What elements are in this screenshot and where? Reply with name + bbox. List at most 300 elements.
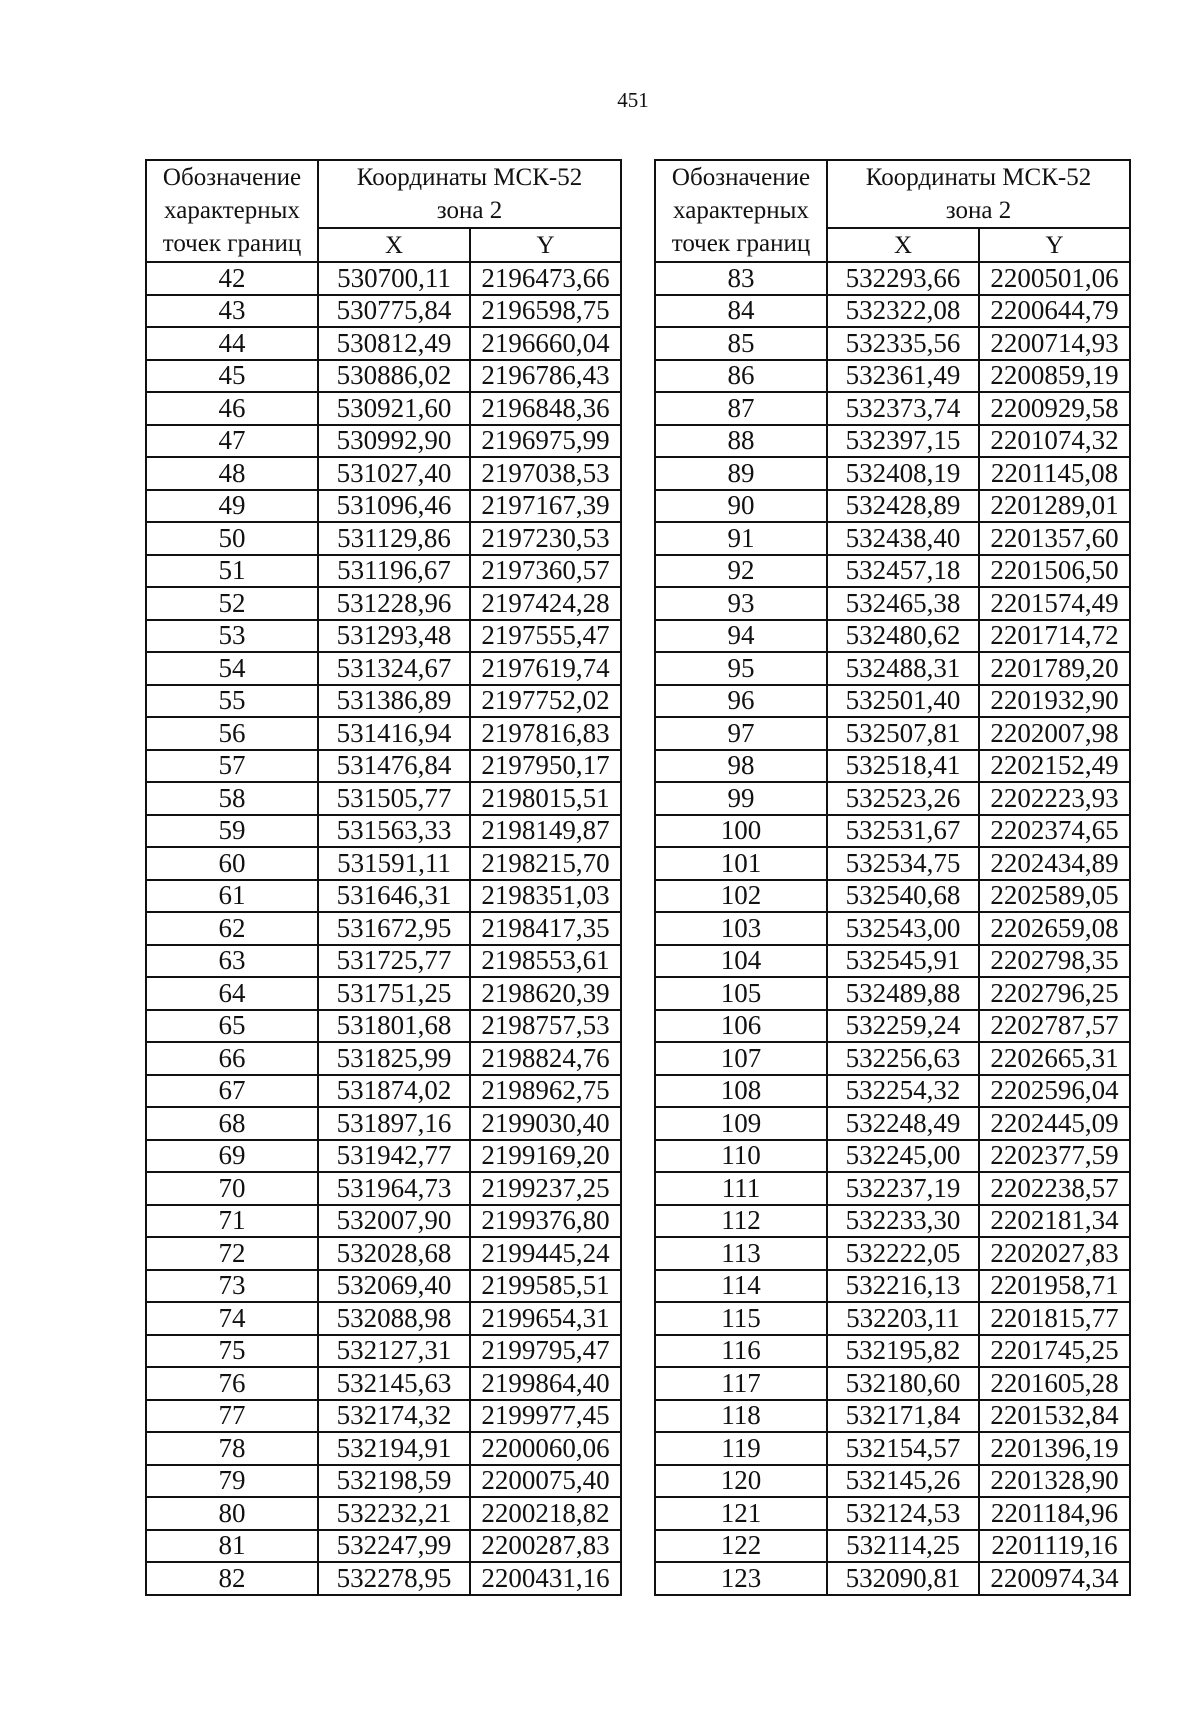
y-coordinate-cell: 2202798,35 xyxy=(979,945,1130,978)
y-coordinate-cell: 2202665,31 xyxy=(979,1042,1130,1075)
table-row xyxy=(655,1367,1130,1400)
point-number-cell: 66 xyxy=(146,1042,318,1075)
y-coordinate-cell: 2201932,90 xyxy=(979,685,1130,718)
y-coordinate-cell: 2198620,39 xyxy=(470,977,621,1010)
point-number-cell: 81 xyxy=(146,1530,318,1563)
coordinates-table-left xyxy=(145,159,622,1596)
y-coordinate-cell: 2201328,90 xyxy=(979,1465,1130,1498)
y-coordinate-cell: 2198417,35 xyxy=(470,912,621,945)
table-row xyxy=(655,1042,1130,1075)
y-column-header: Y xyxy=(470,228,621,262)
point-number-cell: 123 xyxy=(655,1562,827,1595)
table-row xyxy=(146,1237,621,1270)
x-coordinate-cell: 532114,25 xyxy=(827,1530,979,1563)
table-row xyxy=(146,977,621,1010)
x-coordinate-cell: 532543,00 xyxy=(827,912,979,945)
x-coordinate-cell: 532127,31 xyxy=(318,1335,470,1368)
y-coordinate-cell: 2201506,50 xyxy=(979,555,1130,588)
table-row xyxy=(655,392,1130,425)
point-number-cell: 88 xyxy=(655,425,827,458)
x-coordinate-cell: 532489,88 xyxy=(827,977,979,1010)
x-coordinate-cell: 532154,57 xyxy=(827,1432,979,1465)
table-row xyxy=(655,1010,1130,1043)
table-row xyxy=(146,262,621,295)
y-coordinate-cell: 2202434,89 xyxy=(979,847,1130,880)
point-number-cell: 77 xyxy=(146,1400,318,1433)
point-number-cell: 99 xyxy=(655,782,827,815)
point-number-cell: 113 xyxy=(655,1237,827,1270)
x-coordinate-cell: 531476,84 xyxy=(318,750,470,783)
y-coordinate-cell: 2199977,45 xyxy=(470,1400,621,1433)
table-row xyxy=(146,425,621,458)
table-row xyxy=(146,1432,621,1465)
y-coordinate-cell: 2198351,03 xyxy=(470,880,621,913)
table-row xyxy=(655,1530,1130,1563)
x-coordinate-cell: 532124,53 xyxy=(827,1497,979,1530)
point-number-cell: 46 xyxy=(146,392,318,425)
y-coordinate-cell: 2201532,84 xyxy=(979,1400,1130,1433)
x-coordinate-cell: 532373,74 xyxy=(827,392,979,425)
y-coordinate-cell: 2200644,79 xyxy=(979,295,1130,328)
point-number-cell: 67 xyxy=(146,1075,318,1108)
point-number-cell: 87 xyxy=(655,392,827,425)
table-row xyxy=(655,1205,1130,1238)
point-number-cell: 119 xyxy=(655,1432,827,1465)
point-number-cell: 107 xyxy=(655,1042,827,1075)
x-column-header: X xyxy=(318,228,470,262)
table-row xyxy=(655,1562,1130,1595)
table-body xyxy=(655,160,1130,1595)
point-number-cell: 69 xyxy=(146,1140,318,1173)
table-row xyxy=(146,1400,621,1433)
y-coordinate-cell: 2201289,01 xyxy=(979,490,1130,523)
header-row xyxy=(146,160,621,228)
table-row xyxy=(655,457,1130,490)
x-coordinate-cell: 532237,19 xyxy=(827,1172,979,1205)
designation-line-3: точек границ xyxy=(162,230,302,257)
x-coordinate-cell: 531228,96 xyxy=(318,587,470,620)
point-number-cell: 118 xyxy=(655,1400,827,1433)
point-number-cell: 44 xyxy=(146,327,318,360)
y-coordinate-cell: 2199585,51 xyxy=(470,1270,621,1303)
table-row xyxy=(655,1335,1130,1368)
x-coordinate-cell: 532145,26 xyxy=(827,1465,979,1498)
point-number-cell: 47 xyxy=(146,425,318,458)
table-row xyxy=(146,295,621,328)
table-row xyxy=(655,1302,1130,1335)
x-coordinate-cell: 531942,77 xyxy=(318,1140,470,1173)
coords-title-line-2: зона 2 xyxy=(945,197,1012,224)
x-coordinate-cell: 531591,11 xyxy=(318,847,470,880)
point-number-cell: 53 xyxy=(146,620,318,653)
point-number-cell: 95 xyxy=(655,652,827,685)
x-coordinate-cell: 532278,95 xyxy=(318,1562,470,1595)
y-coordinate-cell: 2202027,83 xyxy=(979,1237,1130,1270)
x-coordinate-cell: 532488,31 xyxy=(827,652,979,685)
x-coordinate-cell: 532523,26 xyxy=(827,782,979,815)
x-coordinate-cell: 532408,19 xyxy=(827,457,979,490)
y-coordinate-cell: 2197816,83 xyxy=(470,717,621,750)
point-number-cell: 114 xyxy=(655,1270,827,1303)
x-coordinate-cell: 532069,40 xyxy=(318,1270,470,1303)
y-coordinate-cell: 2196848,36 xyxy=(470,392,621,425)
y-coordinate-cell: 2197038,53 xyxy=(470,457,621,490)
y-coordinate-cell: 2201574,49 xyxy=(979,587,1130,620)
y-coordinate-cell: 2201074,32 xyxy=(979,425,1130,458)
point-number-cell: 102 xyxy=(655,880,827,913)
table-row xyxy=(146,1107,621,1140)
point-number-cell: 108 xyxy=(655,1075,827,1108)
designation-line-2: характерных xyxy=(673,197,809,224)
coords-header xyxy=(827,160,1130,228)
point-number-cell: 70 xyxy=(146,1172,318,1205)
x-coordinate-cell: 531874,02 xyxy=(318,1075,470,1108)
y-coordinate-cell: 2201396,19 xyxy=(979,1432,1130,1465)
y-coordinate-cell: 2200431,16 xyxy=(470,1562,621,1595)
table-row xyxy=(146,587,621,620)
table-row xyxy=(655,1107,1130,1140)
y-coordinate-cell: 2199445,24 xyxy=(470,1237,621,1270)
x-coordinate-cell: 532247,99 xyxy=(318,1530,470,1563)
table-row xyxy=(146,457,621,490)
coords-title-line-1: Координаты МСК-52 xyxy=(865,164,1092,191)
x-coordinate-cell: 532174,32 xyxy=(318,1400,470,1433)
designation-line-3: точек границ xyxy=(671,230,811,257)
table-row xyxy=(146,327,621,360)
y-coordinate-cell: 2202596,04 xyxy=(979,1075,1130,1108)
x-coordinate-cell: 531129,86 xyxy=(318,522,470,555)
point-number-cell: 98 xyxy=(655,750,827,783)
x-coordinate-cell: 531324,67 xyxy=(318,652,470,685)
point-number-cell: 50 xyxy=(146,522,318,555)
table-row xyxy=(655,1400,1130,1433)
y-coordinate-cell: 2202659,08 xyxy=(979,912,1130,945)
table-row xyxy=(146,912,621,945)
point-number-cell: 93 xyxy=(655,587,827,620)
table-row xyxy=(655,945,1130,978)
point-number-cell: 122 xyxy=(655,1530,827,1563)
table-row xyxy=(655,847,1130,880)
y-coordinate-cell: 2197230,53 xyxy=(470,522,621,555)
point-number-cell: 65 xyxy=(146,1010,318,1043)
point-number-cell: 83 xyxy=(655,262,827,295)
table-row xyxy=(655,750,1130,783)
table-row xyxy=(655,1465,1130,1498)
table-row xyxy=(655,620,1130,653)
x-coordinate-cell: 532145,63 xyxy=(318,1367,470,1400)
designation-line-2: характерных xyxy=(164,197,300,224)
y-coordinate-cell: 2198962,75 xyxy=(470,1075,621,1108)
x-coordinate-cell: 532195,82 xyxy=(827,1335,979,1368)
y-coordinate-cell: 2200974,34 xyxy=(979,1562,1130,1595)
x-coordinate-cell: 532007,90 xyxy=(318,1205,470,1238)
table-row xyxy=(655,490,1130,523)
table-body xyxy=(146,160,621,1595)
point-number-cell: 52 xyxy=(146,587,318,620)
x-coordinate-cell: 532254,32 xyxy=(827,1075,979,1108)
x-coordinate-cell: 532507,81 xyxy=(827,717,979,750)
point-number-cell: 89 xyxy=(655,457,827,490)
table-row xyxy=(655,262,1130,295)
x-coordinate-cell: 532518,41 xyxy=(827,750,979,783)
y-coordinate-cell: 2198757,53 xyxy=(470,1010,621,1043)
y-coordinate-cell: 2202181,34 xyxy=(979,1205,1130,1238)
x-coordinate-cell: 531825,99 xyxy=(318,1042,470,1075)
y-coordinate-cell: 2199654,31 xyxy=(470,1302,621,1335)
point-number-cell: 104 xyxy=(655,945,827,978)
x-coordinate-cell: 531672,95 xyxy=(318,912,470,945)
x-coordinate-cell: 532465,38 xyxy=(827,587,979,620)
x-coordinate-cell: 531646,31 xyxy=(318,880,470,913)
table-row xyxy=(146,392,621,425)
y-coordinate-cell: 2201958,71 xyxy=(979,1270,1130,1303)
table-row xyxy=(655,815,1130,848)
point-number-cell: 84 xyxy=(655,295,827,328)
table-row xyxy=(146,360,621,393)
y-coordinate-cell: 2200929,58 xyxy=(979,392,1130,425)
point-number-cell: 57 xyxy=(146,750,318,783)
point-number-cell: 115 xyxy=(655,1302,827,1335)
point-number-cell: 92 xyxy=(655,555,827,588)
y-coordinate-cell: 2201605,28 xyxy=(979,1367,1130,1400)
table-row xyxy=(655,1075,1130,1108)
y-coordinate-cell: 2202374,65 xyxy=(979,815,1130,848)
y-coordinate-cell: 2197555,47 xyxy=(470,620,621,653)
table-row xyxy=(146,1010,621,1043)
point-number-cell: 110 xyxy=(655,1140,827,1173)
x-coordinate-cell: 530992,90 xyxy=(318,425,470,458)
y-coordinate-cell: 2197424,28 xyxy=(470,587,621,620)
point-number-cell: 62 xyxy=(146,912,318,945)
x-coordinate-cell: 532501,40 xyxy=(827,685,979,718)
point-number-cell: 55 xyxy=(146,685,318,718)
table-row xyxy=(655,1140,1130,1173)
x-coordinate-cell: 530886,02 xyxy=(318,360,470,393)
y-coordinate-cell: 2198215,70 xyxy=(470,847,621,880)
coords-title-line-1: Координаты МСК-52 xyxy=(356,164,583,191)
table-row xyxy=(655,782,1130,815)
table-row xyxy=(655,717,1130,750)
x-coordinate-cell: 532248,49 xyxy=(827,1107,979,1140)
y-coordinate-cell: 2197167,39 xyxy=(470,490,621,523)
point-number-cell: 120 xyxy=(655,1465,827,1498)
table-row xyxy=(146,1140,621,1173)
y-coordinate-cell: 2199169,20 xyxy=(470,1140,621,1173)
table-row xyxy=(146,620,621,653)
x-coordinate-cell: 532088,98 xyxy=(318,1302,470,1335)
point-number-cell: 63 xyxy=(146,945,318,978)
point-number-cell: 76 xyxy=(146,1367,318,1400)
point-number-cell: 56 xyxy=(146,717,318,750)
point-number-cell: 73 xyxy=(146,1270,318,1303)
page-number: 451 xyxy=(617,88,649,112)
x-coordinate-cell: 531096,46 xyxy=(318,490,470,523)
x-coordinate-cell: 532259,24 xyxy=(827,1010,979,1043)
point-number-cell: 91 xyxy=(655,522,827,555)
point-number-cell: 54 xyxy=(146,652,318,685)
point-number-cell: 68 xyxy=(146,1107,318,1140)
y-coordinate-cell: 2202589,05 xyxy=(979,880,1130,913)
y-coordinate-cell: 2202445,09 xyxy=(979,1107,1130,1140)
y-coordinate-cell: 2202007,98 xyxy=(979,717,1130,750)
x-coordinate-cell: 532293,66 xyxy=(827,262,979,295)
x-coordinate-cell: 532171,84 xyxy=(827,1400,979,1433)
point-number-cell: 105 xyxy=(655,977,827,1010)
point-number-cell: 75 xyxy=(146,1335,318,1368)
x-coordinate-cell: 532198,59 xyxy=(318,1465,470,1498)
y-coordinate-cell: 2201184,96 xyxy=(979,1497,1130,1530)
x-coordinate-cell: 532222,05 xyxy=(827,1237,979,1270)
y-coordinate-cell: 2202787,57 xyxy=(979,1010,1130,1043)
x-coordinate-cell: 531801,68 xyxy=(318,1010,470,1043)
table-row xyxy=(146,815,621,848)
x-coordinate-cell: 531386,89 xyxy=(318,685,470,718)
y-coordinate-cell: 2201745,25 xyxy=(979,1335,1130,1368)
point-number-cell: 94 xyxy=(655,620,827,653)
y-coordinate-cell: 2199795,47 xyxy=(470,1335,621,1368)
x-coordinate-cell: 532028,68 xyxy=(318,1237,470,1270)
x-coordinate-cell: 532397,15 xyxy=(827,425,979,458)
y-coordinate-cell: 2199237,25 xyxy=(470,1172,621,1205)
x-coordinate-cell: 531293,48 xyxy=(318,620,470,653)
y-coordinate-cell: 2196786,43 xyxy=(470,360,621,393)
y-coordinate-cell: 2196975,99 xyxy=(470,425,621,458)
x-coordinate-cell: 532540,68 xyxy=(827,880,979,913)
table-row xyxy=(146,1302,621,1335)
y-coordinate-cell: 2201145,08 xyxy=(979,457,1130,490)
point-number-cell: 71 xyxy=(146,1205,318,1238)
point-number-cell: 96 xyxy=(655,685,827,718)
table-row xyxy=(146,685,621,718)
point-number-cell: 90 xyxy=(655,490,827,523)
y-column-header: Y xyxy=(979,228,1130,262)
y-coordinate-cell: 2196660,04 xyxy=(470,327,621,360)
table-row xyxy=(146,945,621,978)
point-number-cell: 103 xyxy=(655,912,827,945)
point-number-cell: 100 xyxy=(655,815,827,848)
x-coordinate-cell: 532545,91 xyxy=(827,945,979,978)
y-coordinate-cell: 2200501,06 xyxy=(979,262,1130,295)
point-number-cell: 61 xyxy=(146,880,318,913)
y-coordinate-cell: 2201815,77 xyxy=(979,1302,1130,1335)
point-number-cell: 80 xyxy=(146,1497,318,1530)
x-coordinate-cell: 532428,89 xyxy=(827,490,979,523)
table-row xyxy=(655,1237,1130,1270)
table-row xyxy=(655,327,1130,360)
table-row xyxy=(146,1270,621,1303)
point-number-cell: 72 xyxy=(146,1237,318,1270)
point-number-cell: 97 xyxy=(655,717,827,750)
table-row xyxy=(146,1562,621,1595)
y-coordinate-cell: 2200714,93 xyxy=(979,327,1130,360)
y-coordinate-cell: 2198553,61 xyxy=(470,945,621,978)
y-coordinate-cell: 2200859,19 xyxy=(979,360,1130,393)
x-coordinate-cell: 531964,73 xyxy=(318,1172,470,1205)
x-coordinate-cell: 532534,75 xyxy=(827,847,979,880)
designation-header xyxy=(146,160,318,262)
table-row xyxy=(146,1530,621,1563)
point-number-cell: 49 xyxy=(146,490,318,523)
table-row xyxy=(146,782,621,815)
table-row xyxy=(655,652,1130,685)
table-row xyxy=(146,1465,621,1498)
x-coordinate-cell: 532232,21 xyxy=(318,1497,470,1530)
point-number-cell: 101 xyxy=(655,847,827,880)
point-number-cell: 48 xyxy=(146,457,318,490)
table-row xyxy=(146,1172,621,1205)
table-row xyxy=(146,750,621,783)
x-coordinate-cell: 530700,11 xyxy=(318,262,470,295)
x-coordinate-cell: 532216,13 xyxy=(827,1270,979,1303)
table-row xyxy=(146,522,621,555)
x-coordinate-cell: 532531,67 xyxy=(827,815,979,848)
point-number-cell: 106 xyxy=(655,1010,827,1043)
point-number-cell: 45 xyxy=(146,360,318,393)
table-row xyxy=(146,847,621,880)
point-number-cell: 78 xyxy=(146,1432,318,1465)
x-coordinate-cell: 532361,49 xyxy=(827,360,979,393)
point-number-cell: 64 xyxy=(146,977,318,1010)
y-coordinate-cell: 2200218,82 xyxy=(470,1497,621,1530)
table-row xyxy=(655,295,1130,328)
table-row xyxy=(146,652,621,685)
x-coordinate-cell: 532180,60 xyxy=(827,1367,979,1400)
x-coordinate-cell: 530812,49 xyxy=(318,327,470,360)
x-coordinate-cell: 532203,11 xyxy=(827,1302,979,1335)
x-coordinate-cell: 532194,91 xyxy=(318,1432,470,1465)
designation-header xyxy=(655,160,827,262)
y-coordinate-cell: 2199376,80 xyxy=(470,1205,621,1238)
table-row xyxy=(655,1172,1130,1205)
x-coordinate-cell: 531505,77 xyxy=(318,782,470,815)
x-coordinate-cell: 532480,62 xyxy=(827,620,979,653)
x-coordinate-cell: 532256,63 xyxy=(827,1042,979,1075)
x-coordinate-cell: 531416,94 xyxy=(318,717,470,750)
x-coordinate-cell: 530921,60 xyxy=(318,392,470,425)
x-coordinate-cell: 532233,30 xyxy=(827,1205,979,1238)
table-row xyxy=(655,522,1130,555)
designation-line-1: Обозначение xyxy=(671,164,811,191)
y-coordinate-cell: 2198824,76 xyxy=(470,1042,621,1075)
point-number-cell: 51 xyxy=(146,555,318,588)
table-row xyxy=(146,717,621,750)
point-number-cell: 79 xyxy=(146,1465,318,1498)
table-row xyxy=(146,1205,621,1238)
y-coordinate-cell: 2199864,40 xyxy=(470,1367,621,1400)
point-number-cell: 109 xyxy=(655,1107,827,1140)
table-row xyxy=(655,880,1130,913)
point-number-cell: 74 xyxy=(146,1302,318,1335)
table-row xyxy=(655,587,1130,620)
y-coordinate-cell: 2197950,17 xyxy=(470,750,621,783)
y-coordinate-cell: 2202377,59 xyxy=(979,1140,1130,1173)
y-coordinate-cell: 2200075,40 xyxy=(470,1465,621,1498)
point-number-cell: 121 xyxy=(655,1497,827,1530)
table-row xyxy=(146,880,621,913)
y-coordinate-cell: 2196598,75 xyxy=(470,295,621,328)
point-number-cell: 43 xyxy=(146,295,318,328)
x-coordinate-cell: 531027,40 xyxy=(318,457,470,490)
table-row xyxy=(655,685,1130,718)
y-coordinate-cell: 2197752,02 xyxy=(470,685,621,718)
y-coordinate-cell: 2197360,57 xyxy=(470,555,621,588)
table-row xyxy=(655,555,1130,588)
coords-title-line-2: зона 2 xyxy=(436,197,503,224)
point-number-cell: 85 xyxy=(655,327,827,360)
table-row xyxy=(655,1270,1130,1303)
header-row xyxy=(655,160,1130,228)
table-row xyxy=(146,1367,621,1400)
